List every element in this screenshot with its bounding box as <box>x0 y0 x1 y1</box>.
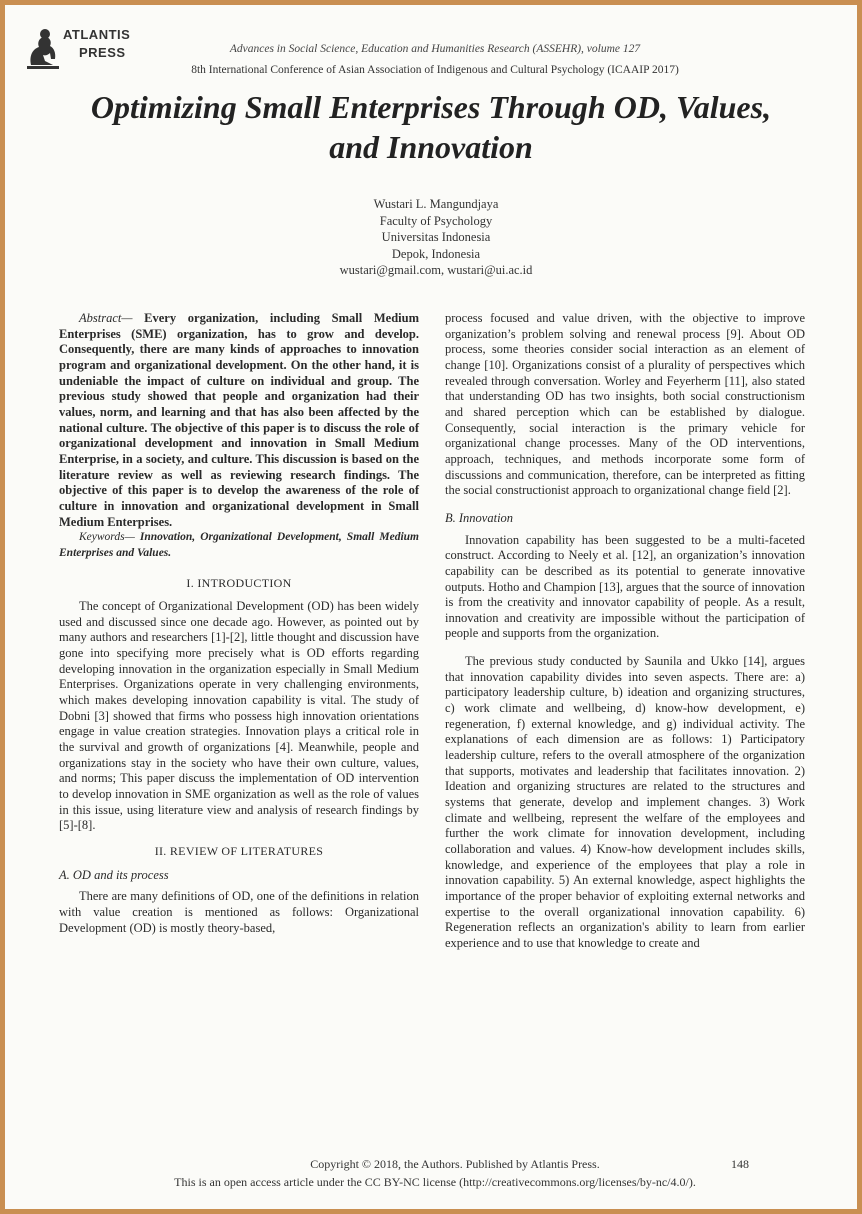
author-affiliation-university: Universitas Indonesia <box>381 230 491 244</box>
copyright-notice: Copyright © 2018, the Authors. Published by Atlantis Press. <box>310 1157 600 1171</box>
paper-title <box>35 87 827 167</box>
author-emails: wustari@gmail.com, wustari@ui.ac.id <box>339 263 533 277</box>
logo-text-atlantis: ATLANTIS <box>63 27 131 42</box>
subsection-heading-innovation: B. Innovation <box>445 510 514 525</box>
logo-text-press: PRESS <box>79 45 126 60</box>
keywords-text: Innovation, Organizational Development, Small Medium Enterprises and Values. <box>59 531 419 559</box>
section-heading-introduction: I. INTRODUCTION <box>186 575 292 590</box>
subsection-heading-od: A. OD and its process <box>59 867 169 882</box>
atlantis-press-logo <box>23 25 143 69</box>
previous-study-paragraph: The previous study conducted by Saunila and Ukko [14], argues that innovation capability divides into seven aspects. There are: a) participatory leadership culture, b) ideation and organizing structures, c) work climate and wellbeing, d) know-how development, e) regeneration, f) external knowledge, and g) individual activity. The explanations of each dimension are as follows: 1) Participatory leadership culture, refers to the overall atmosphere of the organization that supports, motivates and leadership that facilitates innovation. 2) Ideation and organizing structures are related to the structures and systems that generate, develop and implement changes. 3) Work climate and wellbeing, represent the welfare of the employees and further the work climate for innovation development, including collaboration and values. 4) Know-how development includes skills, knowledge, and experience of the employees that play a role in innovation capability. 5) An external knowledge, aspect highlights the importance of the proper behavior of exploiting external networks and expertise to the overall organizational innovation capability. 6) Regeneration reflects an organization's ability to learn from earlier experience and to use that knowledge to create and <box>445 654 805 950</box>
author-block <box>236 196 636 279</box>
author-name: Wustari L. Mangundjaya <box>373 197 499 211</box>
abstract <box>59 311 419 530</box>
innovation-paragraph: Innovation capability has been suggested to be a multi-faceted construct. According to Neely et al. [12], an organization’s innovation capability can be described as its potential to generate innovative outputs. Hotho and Champion [13], argues that the source of innovation is from the creativity and innovator capability of people. As a result, innovation and creativity are impossible without the participation of people and supports from the organization. <box>445 532 805 641</box>
conference-name: 8th International Conference of Asian Association of Indigenous and Cultural Psychology (ICAAIP 2017) <box>191 64 679 76</box>
abstract-label: Abstract— <box>79 311 133 325</box>
od-paragraph: There are many definitions of OD, one of the definitions in relation with value creation is mentioned as follows: Organizational Development (OD) is mostly theory-based, <box>59 889 419 935</box>
left-column <box>59 311 419 936</box>
author-location: Depok, Indonesia <box>391 246 481 261</box>
keywords <box>59 530 419 561</box>
introduction-paragraph: The concept of Organizational Development (OD) has been widely used and discussed since one decade ago. However, as pointed out by many authors and researchers [1]-[2], little thought and discussion have gone into specifying more precisely what is OD efforts regarding developing innovation in the organization especially in Small Medium Enterprises. Organizations operate in very challenging environments, which makes developing innovation capability is vital. The study of Dobni [3] showed that firms who possess high innovation orientations engage in value creation strategies. Innovation plays a critical role in the survival and growth of organizations [4]. Meanwhile, people and organizations stay in the society who have their own culture, values, and norms; This paper discuss the implementation of OD intervention to develop innovation in SME organization as well as the role of values in this issue, using literature view and analysis of research findings by [5]-[8]. <box>59 599 419 833</box>
keywords-label: Keywords— <box>79 531 135 544</box>
thinker-logo-icon <box>23 25 63 69</box>
author-affiliation-faculty: Faculty of Psychology <box>379 213 493 228</box>
title-line-2: and Innovation <box>329 129 533 165</box>
right-column <box>445 311 805 952</box>
license-notice: This is an open access article under the CC BY-NC license (http://creativecommons.org/licenses/by-nc/4.0/). <box>174 1175 696 1189</box>
od-paragraph-continued: process focused and value driven, with the objective to improve organization’s problem solving and renewal process [9]. About OD process, some theories consider social interaction as an element of change [10]. Organizations consist of a plurality of perspectives which revealed through conversation. Worley and Feyerherm [11], also stated that understanding OD has two insights, both social constructionism and shared perception which can be established by dialogue. Consequently, social interaction is the primary vehicle for organizational change processes. Many of the OD interventions, approach, techniques, and methods incorporate some form of discussions and communication, therefore, can be interpreted as fitting the social constructionist approach to organizational change field [2]. <box>445 311 805 498</box>
paper-page <box>5 5 857 1209</box>
page-number: 148 <box>731 1157 749 1171</box>
section-heading-review: II. REVIEW OF LITERATURES <box>154 844 324 858</box>
title-line-1: Optimizing Small Enterprises Through OD, Values, <box>90 89 772 125</box>
journal-name: Advances in Social Science, Education and Humanities Research (ASSEHR), volume 127 <box>229 43 641 55</box>
abstract-text: Every organization, including Small Medium Enterprises (SME) organization, has to grow and develop. Consequently, there are many kinds of approaches to innovation program and organizational development. On the other hand, it is undeniable the impact of culture on individual and group. The previous study showed that people and organization had their values, norm, and learning and that has also been affected by the national culture. The objective of this paper is to discuss the role of organizational development and innovation in Small Medium Enterprise, in a society, and culture. This discussion is based on the literature review as well as reviewing research findings. The objective of this paper is to develop the awareness of the role of culture in innovation and organizational development in Small Medium Enterprises. <box>59 311 419 529</box>
